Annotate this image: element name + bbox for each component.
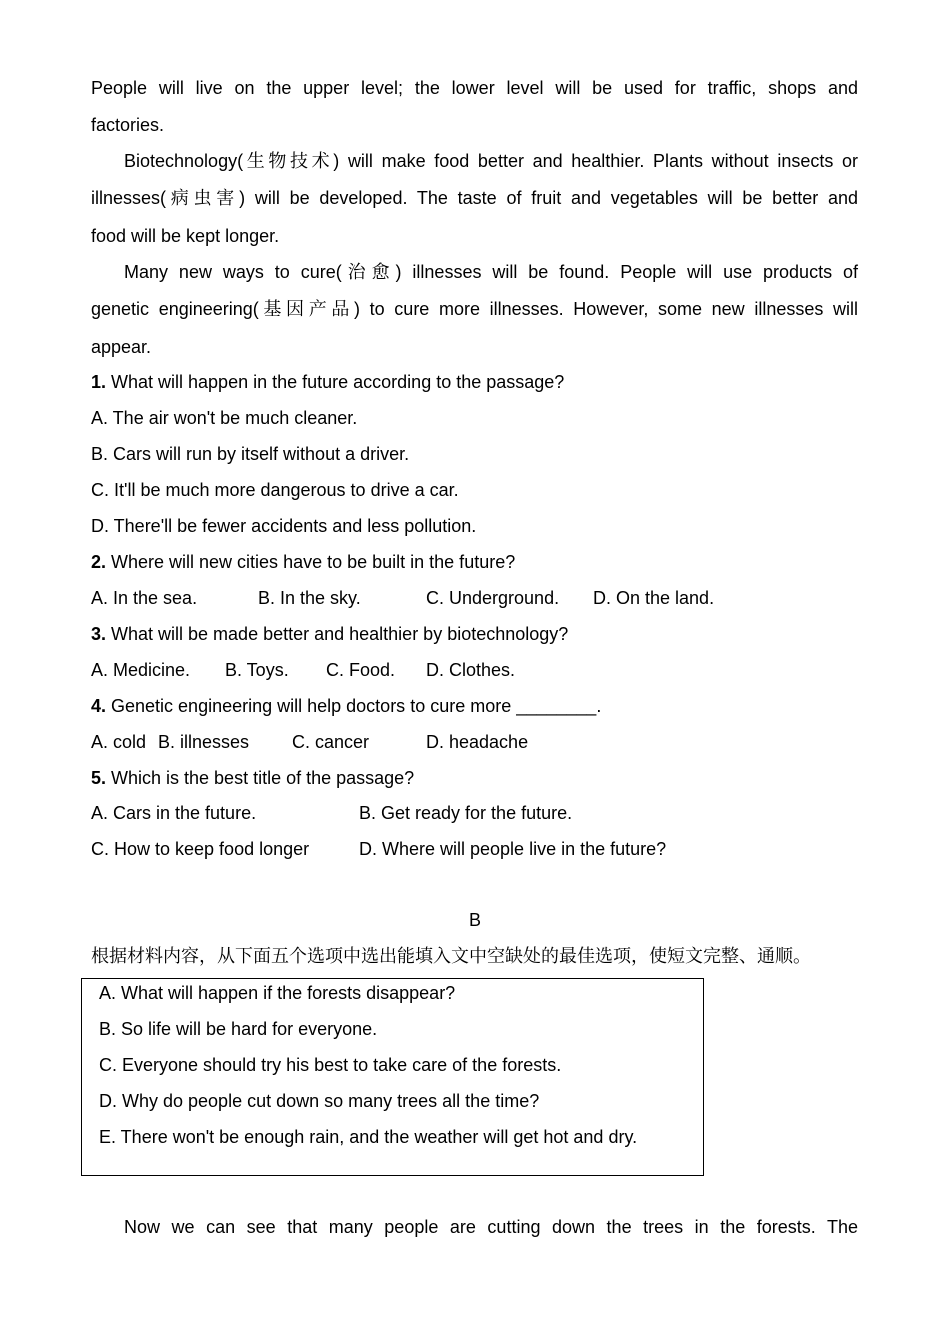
- question-4: [91, 695, 601, 717]
- question-number: 3.: [91, 624, 107, 644]
- passage-line: factories.: [91, 115, 165, 135]
- section-instruction: 根据材料内容，从下面五个选项中选出能填入文中空缺处的最佳选项，使短文完整、通顺。: [91, 946, 811, 966]
- option: A. The air won't be much cleaner.: [91, 408, 358, 428]
- option: C. Food.: [326, 660, 396, 680]
- option: C. cancer: [292, 732, 370, 752]
- option: B. In the sky.: [258, 588, 361, 608]
- choice-item: B. So life will be hard for everyone.: [99, 1019, 378, 1039]
- option: D. Clothes.: [426, 660, 516, 680]
- question-5: [91, 767, 414, 789]
- option: D. On the land.: [593, 588, 715, 608]
- question-1: [91, 371, 564, 393]
- option: C. It'll be much more dangerous to drive a car.: [91, 480, 459, 500]
- passage-line: genetic engineering(基因产品) to cure more illnesses. However, some new illnesses will: [91, 299, 858, 319]
- option: A. Medicine.: [91, 660, 191, 680]
- option: B. illnesses: [158, 732, 250, 752]
- question-number: 5.: [91, 768, 107, 788]
- section-heading: B: [468, 910, 481, 930]
- option: B. Cars will run by itself without a driver.: [91, 444, 410, 464]
- passage-line: appear.: [91, 337, 152, 357]
- question-number: 2.: [91, 552, 107, 572]
- option: A. cold: [91, 732, 147, 752]
- question-number: 1.: [91, 372, 107, 392]
- passage-line: Biotechnology(生物技术) will make food better and healthier. Plants without insects or: [124, 151, 858, 171]
- question-text: What will happen in the future according to the passage?: [106, 372, 565, 392]
- option: D. Where will people live in the future?: [359, 839, 667, 859]
- choice-item: D. Why do people cut down so many trees all the time?: [99, 1091, 540, 1111]
- question-text: What will be made better and healthier by biotechnology?: [106, 624, 569, 644]
- option: D. headache: [426, 732, 529, 752]
- option: A. Cars in the future.: [91, 803, 257, 823]
- option: D. There'll be fewer accidents and less pollution.: [91, 516, 477, 536]
- choice-item: C. Everyone should try his best to take care of the forests.: [99, 1055, 562, 1075]
- option: A. In the sea.: [91, 588, 198, 608]
- question-3: [91, 623, 568, 645]
- question-text: Which is the best title of the passage?: [106, 768, 415, 788]
- option: B. Toys.: [225, 660, 289, 680]
- option: C. Underground.: [426, 588, 560, 608]
- passage-line: Now we can see that many people are cutting down the trees in the forests. The: [124, 1217, 858, 1237]
- choice-item: E. There won't be enough rain, and the weather will get hot and dry.: [99, 1127, 638, 1147]
- option: B. Get ready for the future.: [359, 803, 573, 823]
- option: C. How to keep food longer: [91, 839, 310, 859]
- choice-item: A. What will happen if the forests disappear?: [99, 983, 456, 1003]
- passage-line: illnesses(病虫害) will be developed. The taste of fruit and vegetables will be better and: [91, 188, 858, 208]
- question-2: [91, 551, 515, 573]
- question-text: Where will new cities have to be built in the future?: [106, 552, 516, 572]
- question-number: 4.: [91, 696, 107, 716]
- question-text: Genetic engineering will help doctors to cure more ________.: [106, 696, 602, 716]
- choices-box: [81, 978, 704, 1176]
- passage-line: People will live on the upper level; the lower level will be used for traffic, shops and: [91, 78, 858, 98]
- passage-line: food will be kept longer.: [91, 226, 280, 246]
- passage-line: Many new ways to cure(治愈) illnesses will be found. People will use products of: [124, 262, 858, 282]
